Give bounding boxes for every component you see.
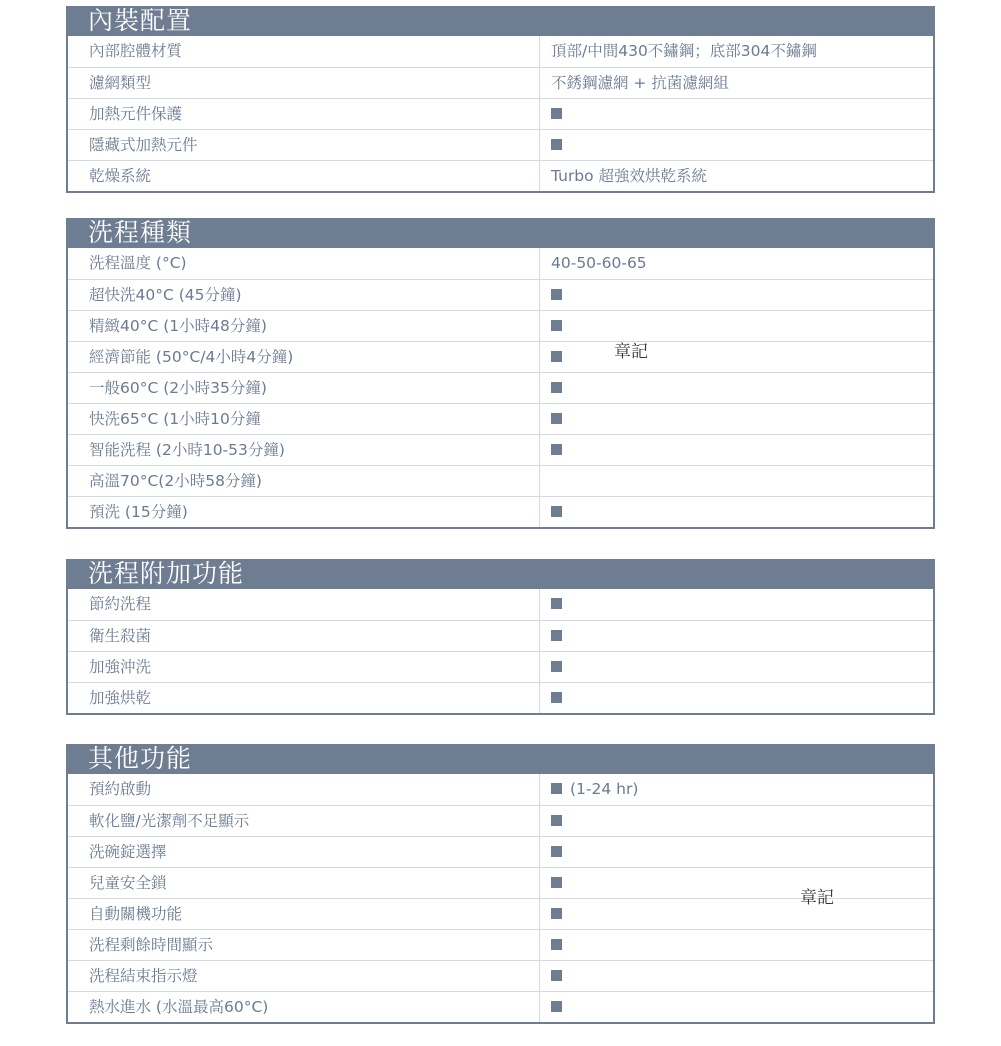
section-header bbox=[68, 561, 933, 589]
row-label: 乾燥系統 bbox=[89, 167, 152, 185]
check-square-icon bbox=[551, 815, 562, 826]
check-square-icon bbox=[551, 846, 562, 857]
row-value: 40-50-60-65 bbox=[551, 254, 647, 272]
table-row bbox=[68, 774, 933, 805]
row-label: 精緻40°C (1小時48分鐘) bbox=[89, 317, 267, 335]
check-square-icon bbox=[551, 506, 562, 517]
table-row bbox=[68, 279, 933, 310]
row-label: 衛生殺菌 bbox=[89, 627, 152, 645]
section-title: 洗程附加功能 bbox=[88, 559, 245, 588]
table-row bbox=[68, 248, 933, 279]
row-label: 濾網類型 bbox=[89, 74, 152, 92]
check-square-icon bbox=[551, 1001, 562, 1012]
row-label: 熱水進水 (水溫最高60°C) bbox=[89, 998, 269, 1016]
table-row bbox=[68, 67, 933, 98]
spec-table bbox=[68, 36, 933, 191]
table-row bbox=[68, 836, 933, 867]
row-label: 內部腔體材質 bbox=[89, 42, 183, 60]
section-header bbox=[68, 746, 933, 774]
section-title: 內裝配置 bbox=[88, 6, 193, 35]
table-row bbox=[68, 434, 933, 465]
table-row bbox=[68, 403, 933, 434]
row-label: 洗程溫度 (°C) bbox=[89, 254, 187, 272]
section-title: 洗程種類 bbox=[88, 218, 193, 247]
row-label: 預約啟動 bbox=[89, 780, 152, 798]
check-square-icon bbox=[551, 139, 562, 150]
table-row bbox=[68, 960, 933, 991]
row-label: 快洗65°C (1小時10分鐘 bbox=[89, 410, 261, 428]
table-row bbox=[68, 465, 933, 496]
row-label: 超快洗40°C (45分鐘) bbox=[89, 286, 242, 304]
check-square-icon bbox=[551, 351, 562, 362]
table-row bbox=[68, 620, 933, 651]
row-value: Turbo 超強效烘乾系統 bbox=[551, 167, 708, 185]
section-header bbox=[68, 220, 933, 248]
section-header bbox=[68, 8, 933, 36]
stamp-text: 章記 bbox=[614, 342, 648, 362]
row-value: 頂部/中間430不鏽鋼；底部304不鏽鋼 bbox=[551, 42, 817, 60]
table-row bbox=[68, 310, 933, 341]
section-wash-options bbox=[66, 559, 935, 715]
check-square-icon bbox=[551, 289, 562, 300]
table-row bbox=[68, 805, 933, 836]
section-interior bbox=[66, 6, 935, 193]
row-value: (1-24 hr) bbox=[570, 780, 639, 798]
check-square-icon bbox=[551, 382, 562, 393]
table-row bbox=[68, 98, 933, 129]
check-square-icon bbox=[551, 783, 562, 794]
row-label: 軟化鹽/光潔劑不足顯示 bbox=[89, 812, 250, 830]
table-row bbox=[68, 651, 933, 682]
table-row bbox=[68, 36, 933, 67]
check-square-icon bbox=[551, 108, 562, 119]
row-label: 預洗 (15分鐘) bbox=[89, 503, 188, 521]
check-square-icon bbox=[551, 692, 562, 703]
section-title: 其他功能 bbox=[88, 744, 193, 773]
row-label: 加強烘乾 bbox=[89, 689, 152, 707]
table-row bbox=[68, 129, 933, 160]
check-square-icon bbox=[551, 908, 562, 919]
row-label: 洗碗錠選擇 bbox=[89, 843, 167, 861]
table-row bbox=[68, 372, 933, 403]
check-square-icon bbox=[551, 630, 562, 641]
spec-table bbox=[68, 248, 933, 527]
check-square-icon bbox=[551, 661, 562, 672]
check-square-icon bbox=[551, 598, 562, 609]
table-row bbox=[68, 341, 933, 372]
row-label: 一般60°C (2小時35分鐘) bbox=[89, 379, 267, 397]
row-label: 兒童安全鎖 bbox=[89, 874, 167, 892]
row-label: 洗程剩餘時間顯示 bbox=[89, 936, 214, 954]
row-label: 智能洗程 (2小時10-53分鐘) bbox=[89, 441, 285, 459]
check-square-icon bbox=[551, 939, 562, 950]
table-row bbox=[68, 496, 933, 527]
section-wash-programs bbox=[66, 218, 935, 529]
row-label: 高溫70°C(2小時58分鐘) bbox=[89, 472, 262, 490]
check-square-icon bbox=[551, 413, 562, 424]
table-row bbox=[68, 682, 933, 713]
spec-table bbox=[68, 589, 933, 713]
check-square-icon bbox=[551, 444, 562, 455]
table-row bbox=[68, 929, 933, 960]
row-label: 加強沖洗 bbox=[89, 658, 152, 676]
row-value: 不銹鋼濾網 + 抗菌濾網組 bbox=[551, 74, 729, 92]
table-row bbox=[68, 160, 933, 191]
check-square-icon bbox=[551, 877, 562, 888]
row-label: 經濟節能 (50°C/4小時4分鐘) bbox=[89, 348, 294, 366]
check-square-icon bbox=[551, 320, 562, 331]
row-label: 隱藏式加熱元件 bbox=[89, 136, 198, 154]
row-label: 洗程結束指示燈 bbox=[89, 967, 198, 985]
row-label: 加熱元件保護 bbox=[89, 105, 183, 123]
stamp-text: 章記 bbox=[800, 888, 834, 908]
table-row bbox=[68, 991, 933, 1022]
row-label: 自動關機功能 bbox=[89, 905, 183, 923]
check-square-icon bbox=[551, 970, 562, 981]
table-row bbox=[68, 589, 933, 620]
row-label: 節約洗程 bbox=[89, 595, 152, 613]
